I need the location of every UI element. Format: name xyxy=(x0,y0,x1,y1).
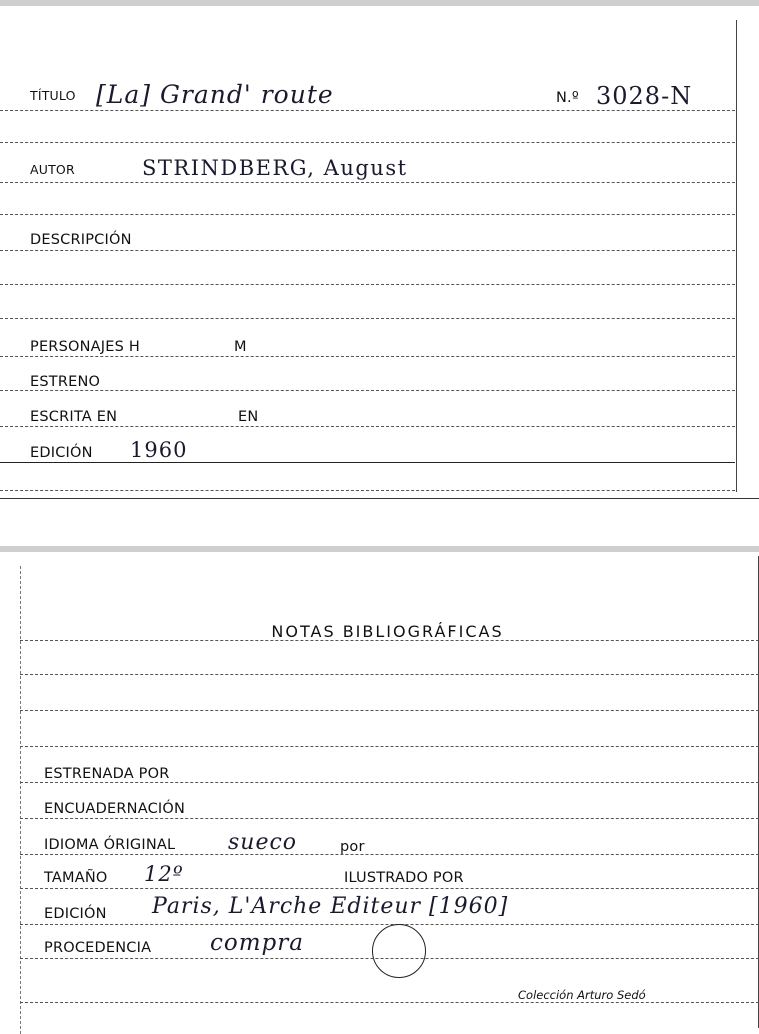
edicion-value: 1960 xyxy=(130,438,188,462)
titulo-label: TÍTULO xyxy=(30,88,76,103)
row-line xyxy=(0,390,735,391)
row-line xyxy=(0,110,735,111)
autor-label: AUTOR xyxy=(30,162,75,177)
row-line xyxy=(0,462,735,463)
row-line xyxy=(0,318,735,319)
idioma-label: IDIOMA ÓRIGINAL xyxy=(44,837,176,853)
estreno-label: ESTRENO xyxy=(30,374,101,390)
catalog-card-back xyxy=(0,546,759,1034)
edicion-label: EDICIÓN xyxy=(30,445,93,461)
procedencia-value: compra xyxy=(210,930,304,956)
row-line xyxy=(20,710,759,711)
numero-value: 3028-N xyxy=(596,82,693,110)
descripcion-label: DESCRIPCIÓN xyxy=(30,232,132,248)
row-line xyxy=(20,1002,759,1003)
row-line xyxy=(0,426,735,427)
titulo-value: [La] Grand' route xyxy=(96,80,334,109)
row-line xyxy=(20,674,759,675)
idioma-por-label: por xyxy=(340,839,365,855)
row-line xyxy=(0,356,735,357)
row-line xyxy=(20,782,759,783)
row-line xyxy=(20,746,759,747)
row-line xyxy=(0,214,735,215)
row-line xyxy=(0,284,735,285)
tamano-value: 12º xyxy=(144,862,184,886)
personajes-label: PERSONAJES H xyxy=(30,339,140,355)
row-line xyxy=(0,182,735,183)
procedencia-label: PROCEDENCIA xyxy=(44,940,152,956)
notas-heading: NOTAS BIBLIOGRÁFICAS xyxy=(271,622,504,641)
row-line xyxy=(20,854,759,855)
escrita-en-label: EN xyxy=(238,409,259,425)
encuadernacion-label: ENCUADERNACIÓN xyxy=(44,801,186,817)
personajes-m-label: M xyxy=(234,339,247,355)
stamp-circle xyxy=(372,924,426,978)
ilustrado-label: ILUSTRADO POR xyxy=(344,870,464,886)
idioma-value: sueco xyxy=(228,830,298,855)
collection-footer: Colección Arturo Sedó xyxy=(518,988,646,1002)
row-line xyxy=(20,640,759,641)
row-line xyxy=(20,818,759,819)
tamano-label: TAMAÑO xyxy=(44,870,108,886)
row-line xyxy=(0,250,735,251)
row-line xyxy=(20,958,759,959)
card-edge xyxy=(736,20,737,492)
row-line xyxy=(0,142,735,143)
catalog-card-front xyxy=(0,0,759,499)
escrita-label: ESCRITA EN xyxy=(30,409,118,425)
edicion-back-label: EDICIÓN xyxy=(44,906,107,922)
numero-label: N.º xyxy=(556,90,579,106)
row-line xyxy=(20,888,759,889)
edicion-back-value: Paris, L'Arche Editeur [1960] xyxy=(152,894,509,919)
row-line xyxy=(0,490,735,491)
estrenada-label: ESTRENADA POR xyxy=(44,766,170,782)
autor-value: STRINDBERG, August xyxy=(142,156,408,180)
